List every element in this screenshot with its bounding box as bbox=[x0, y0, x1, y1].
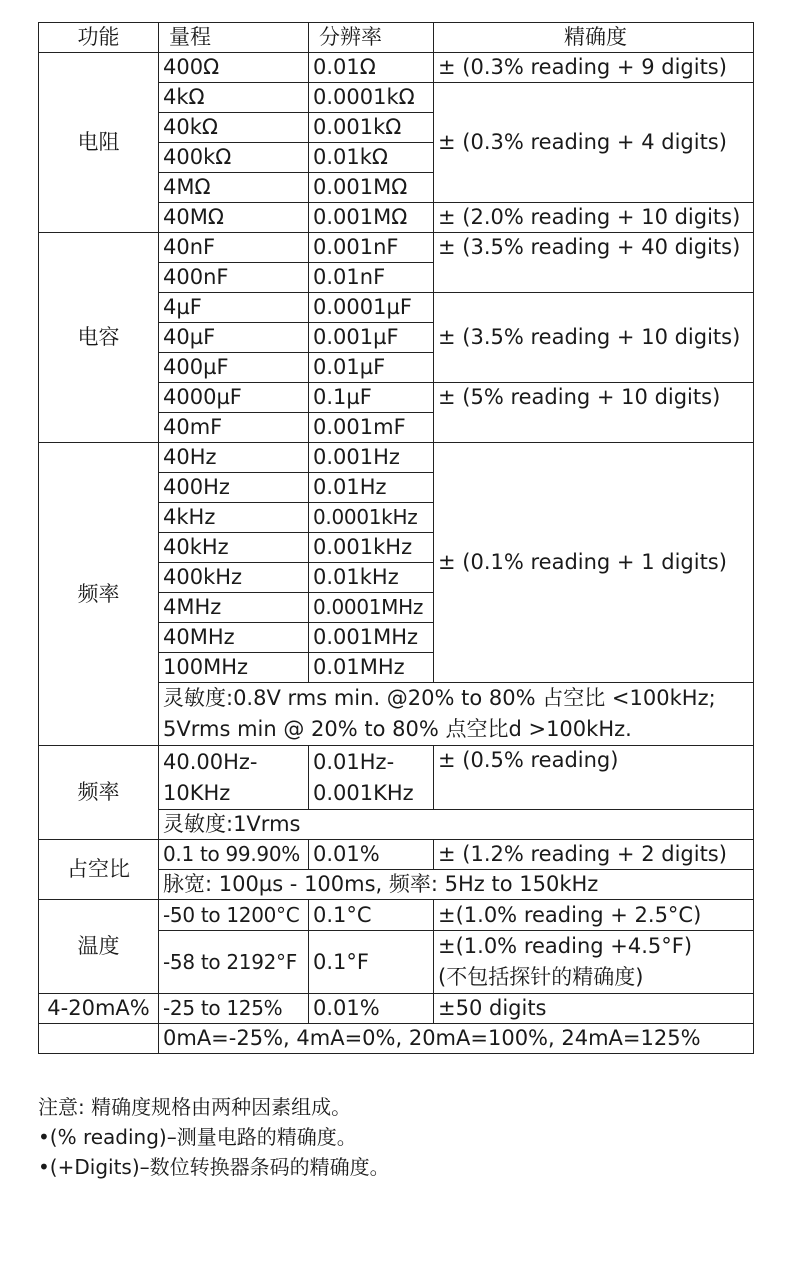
resolution-cell: 0.01kΩ bbox=[309, 143, 434, 173]
function-frequency-2: 频率 bbox=[39, 746, 159, 840]
function-capacitance: 电容 bbox=[39, 233, 159, 443]
resolution-line: 0.01Hz- bbox=[313, 749, 395, 774]
range-cell: -58 to 2192°F bbox=[159, 931, 309, 994]
range-cell: 4MHz bbox=[159, 593, 309, 623]
accuracy-cell: ±(1.0% reading + 2.5°C) bbox=[434, 900, 754, 931]
accuracy-cell: ± (0.5% reading) bbox=[434, 746, 754, 810]
resolution-cell: 0.001Hz bbox=[309, 443, 434, 473]
resolution-cell: 0.1µF bbox=[309, 383, 434, 413]
duty-pulse-note: 脉宽: 100µs - 100ms, 频率: 5Hz to 150kHz bbox=[159, 870, 754, 900]
range-cell: 40nF bbox=[159, 233, 309, 263]
range-cell: -50 to 1200°C bbox=[159, 900, 309, 931]
resolution-cell: 0.001MΩ bbox=[309, 173, 434, 203]
accuracy-cell: ± (0.3% reading + 4 digits) bbox=[434, 83, 754, 203]
range-cell: 40kΩ bbox=[159, 113, 309, 143]
function-frequency: 频率 bbox=[39, 443, 159, 746]
resolution-cell: 0.01Ω bbox=[309, 53, 434, 83]
range-cell: 400kΩ bbox=[159, 143, 309, 173]
function-current-loop: 4-20mA% bbox=[39, 994, 159, 1024]
notes bbox=[38, 1092, 390, 1182]
function-duty-cycle: 占空比 bbox=[39, 840, 159, 900]
header-range: 量程 bbox=[159, 23, 309, 53]
sensitivity-line: 灵敏度:0.8V rms min. @20% to 80% 占空比 <100kHz; bbox=[163, 686, 716, 710]
range-line: 10KHz bbox=[163, 780, 231, 805]
resolution-cell: 0.001mF bbox=[309, 413, 434, 443]
resolution-cell: 0.001MΩ bbox=[309, 203, 434, 233]
accuracy-cell: ± (1.2% reading + 2 digits) bbox=[434, 840, 754, 870]
resolution-cell: 0.01nF bbox=[309, 263, 434, 293]
range-cell: 400µF bbox=[159, 353, 309, 383]
range-cell: 40µF bbox=[159, 323, 309, 353]
accuracy-line: ±(1.0% reading +4.5°F) bbox=[438, 934, 693, 958]
range-cell: 40mF bbox=[159, 413, 309, 443]
note-line: 注意: 精确度规格由两种因素组成。 bbox=[38, 1095, 352, 1119]
accuracy-cell: ± (0.3% reading + 9 digits) bbox=[434, 53, 754, 83]
frequency2-sensitivity: 灵敏度:1Vrms bbox=[159, 810, 754, 840]
resolution-cell: 0.001kHz bbox=[309, 533, 434, 563]
accuracy-cell: ± (3.5% reading + 40 digits) bbox=[434, 233, 754, 293]
range-cell: 40Hz bbox=[159, 443, 309, 473]
resolution-cell: 0.0001MHz bbox=[309, 593, 434, 623]
resolution-cell: 0.01% bbox=[309, 840, 434, 870]
note-line: •(% reading)–测量电路的精确度。 bbox=[38, 1125, 357, 1149]
range-cell: 4MΩ bbox=[159, 173, 309, 203]
current-mapping-note: 0mA=-25%, 4mA=0%, 20mA=100%, 24mA=125% bbox=[159, 1024, 754, 1054]
range-line: 40.00Hz- bbox=[163, 749, 258, 774]
resolution-cell: 0.0001kΩ bbox=[309, 83, 434, 113]
range-cell: 400Hz bbox=[159, 473, 309, 503]
accuracy-cell: ± (0.1% reading + 1 digits) bbox=[434, 443, 754, 683]
accuracy-cell: ± (5% reading + 10 digits) bbox=[434, 383, 754, 443]
resolution-cell: 0.1°F bbox=[309, 931, 434, 994]
resolution-cell bbox=[309, 746, 434, 810]
range-cell: 4kHz bbox=[159, 503, 309, 533]
range-cell: 0.1 to 99.90% bbox=[159, 840, 309, 870]
accuracy-cell: ± (2.0% reading + 10 digits) bbox=[434, 203, 754, 233]
accuracy-line: (不包括探针的精确度) bbox=[438, 965, 644, 989]
resolution-cell: 0.01µF bbox=[309, 353, 434, 383]
empty-cell bbox=[39, 1024, 159, 1054]
resolution-line: 0.001KHz bbox=[313, 780, 414, 805]
header-function: 功能 bbox=[39, 23, 159, 53]
resolution-cell: 0.01% bbox=[309, 994, 434, 1024]
range-cell bbox=[159, 746, 309, 810]
resolution-cell: 0.01Hz bbox=[309, 473, 434, 503]
spec-table bbox=[38, 22, 754, 1054]
range-cell: 4kΩ bbox=[159, 83, 309, 113]
range-cell: 400kHz bbox=[159, 563, 309, 593]
range-cell: 40MΩ bbox=[159, 203, 309, 233]
function-temperature: 温度 bbox=[39, 900, 159, 994]
resolution-cell: 0.01MHz bbox=[309, 653, 434, 683]
resolution-cell: 0.001nF bbox=[309, 233, 434, 263]
range-cell: -25 to 125% bbox=[159, 994, 309, 1024]
accuracy-cell: ± (3.5% reading + 10 digits) bbox=[434, 293, 754, 383]
range-cell: 4µF bbox=[159, 293, 309, 323]
header-resolution: 分辨率 bbox=[309, 23, 434, 53]
header-accuracy: 精确度 bbox=[434, 23, 754, 53]
range-cell: 40kHz bbox=[159, 533, 309, 563]
sensitivity-line: 5Vrms min @ 20% to 80% 点空比d >100kHz. bbox=[163, 717, 632, 741]
resolution-cell: 0.01kHz bbox=[309, 563, 434, 593]
function-resistance: 电阻 bbox=[39, 53, 159, 233]
accuracy-cell bbox=[434, 931, 754, 994]
resolution-cell: 0.0001kHz bbox=[309, 503, 434, 533]
resolution-cell: 0.001µF bbox=[309, 323, 434, 353]
range-cell: 400Ω bbox=[159, 53, 309, 83]
resolution-cell: 0.001MHz bbox=[309, 623, 434, 653]
range-cell: 100MHz bbox=[159, 653, 309, 683]
range-cell: 4000µF bbox=[159, 383, 309, 413]
resolution-cell: 0.1°C bbox=[309, 900, 434, 931]
resolution-cell: 0.001kΩ bbox=[309, 113, 434, 143]
accuracy-cell: ±50 digits bbox=[434, 994, 754, 1024]
range-cell: 400nF bbox=[159, 263, 309, 293]
range-cell: 40MHz bbox=[159, 623, 309, 653]
frequency-sensitivity bbox=[159, 683, 754, 746]
resolution-cell: 0.0001µF bbox=[309, 293, 434, 323]
note-line: •(+Digits)–数位转换器条码的精确度。 bbox=[38, 1155, 390, 1179]
